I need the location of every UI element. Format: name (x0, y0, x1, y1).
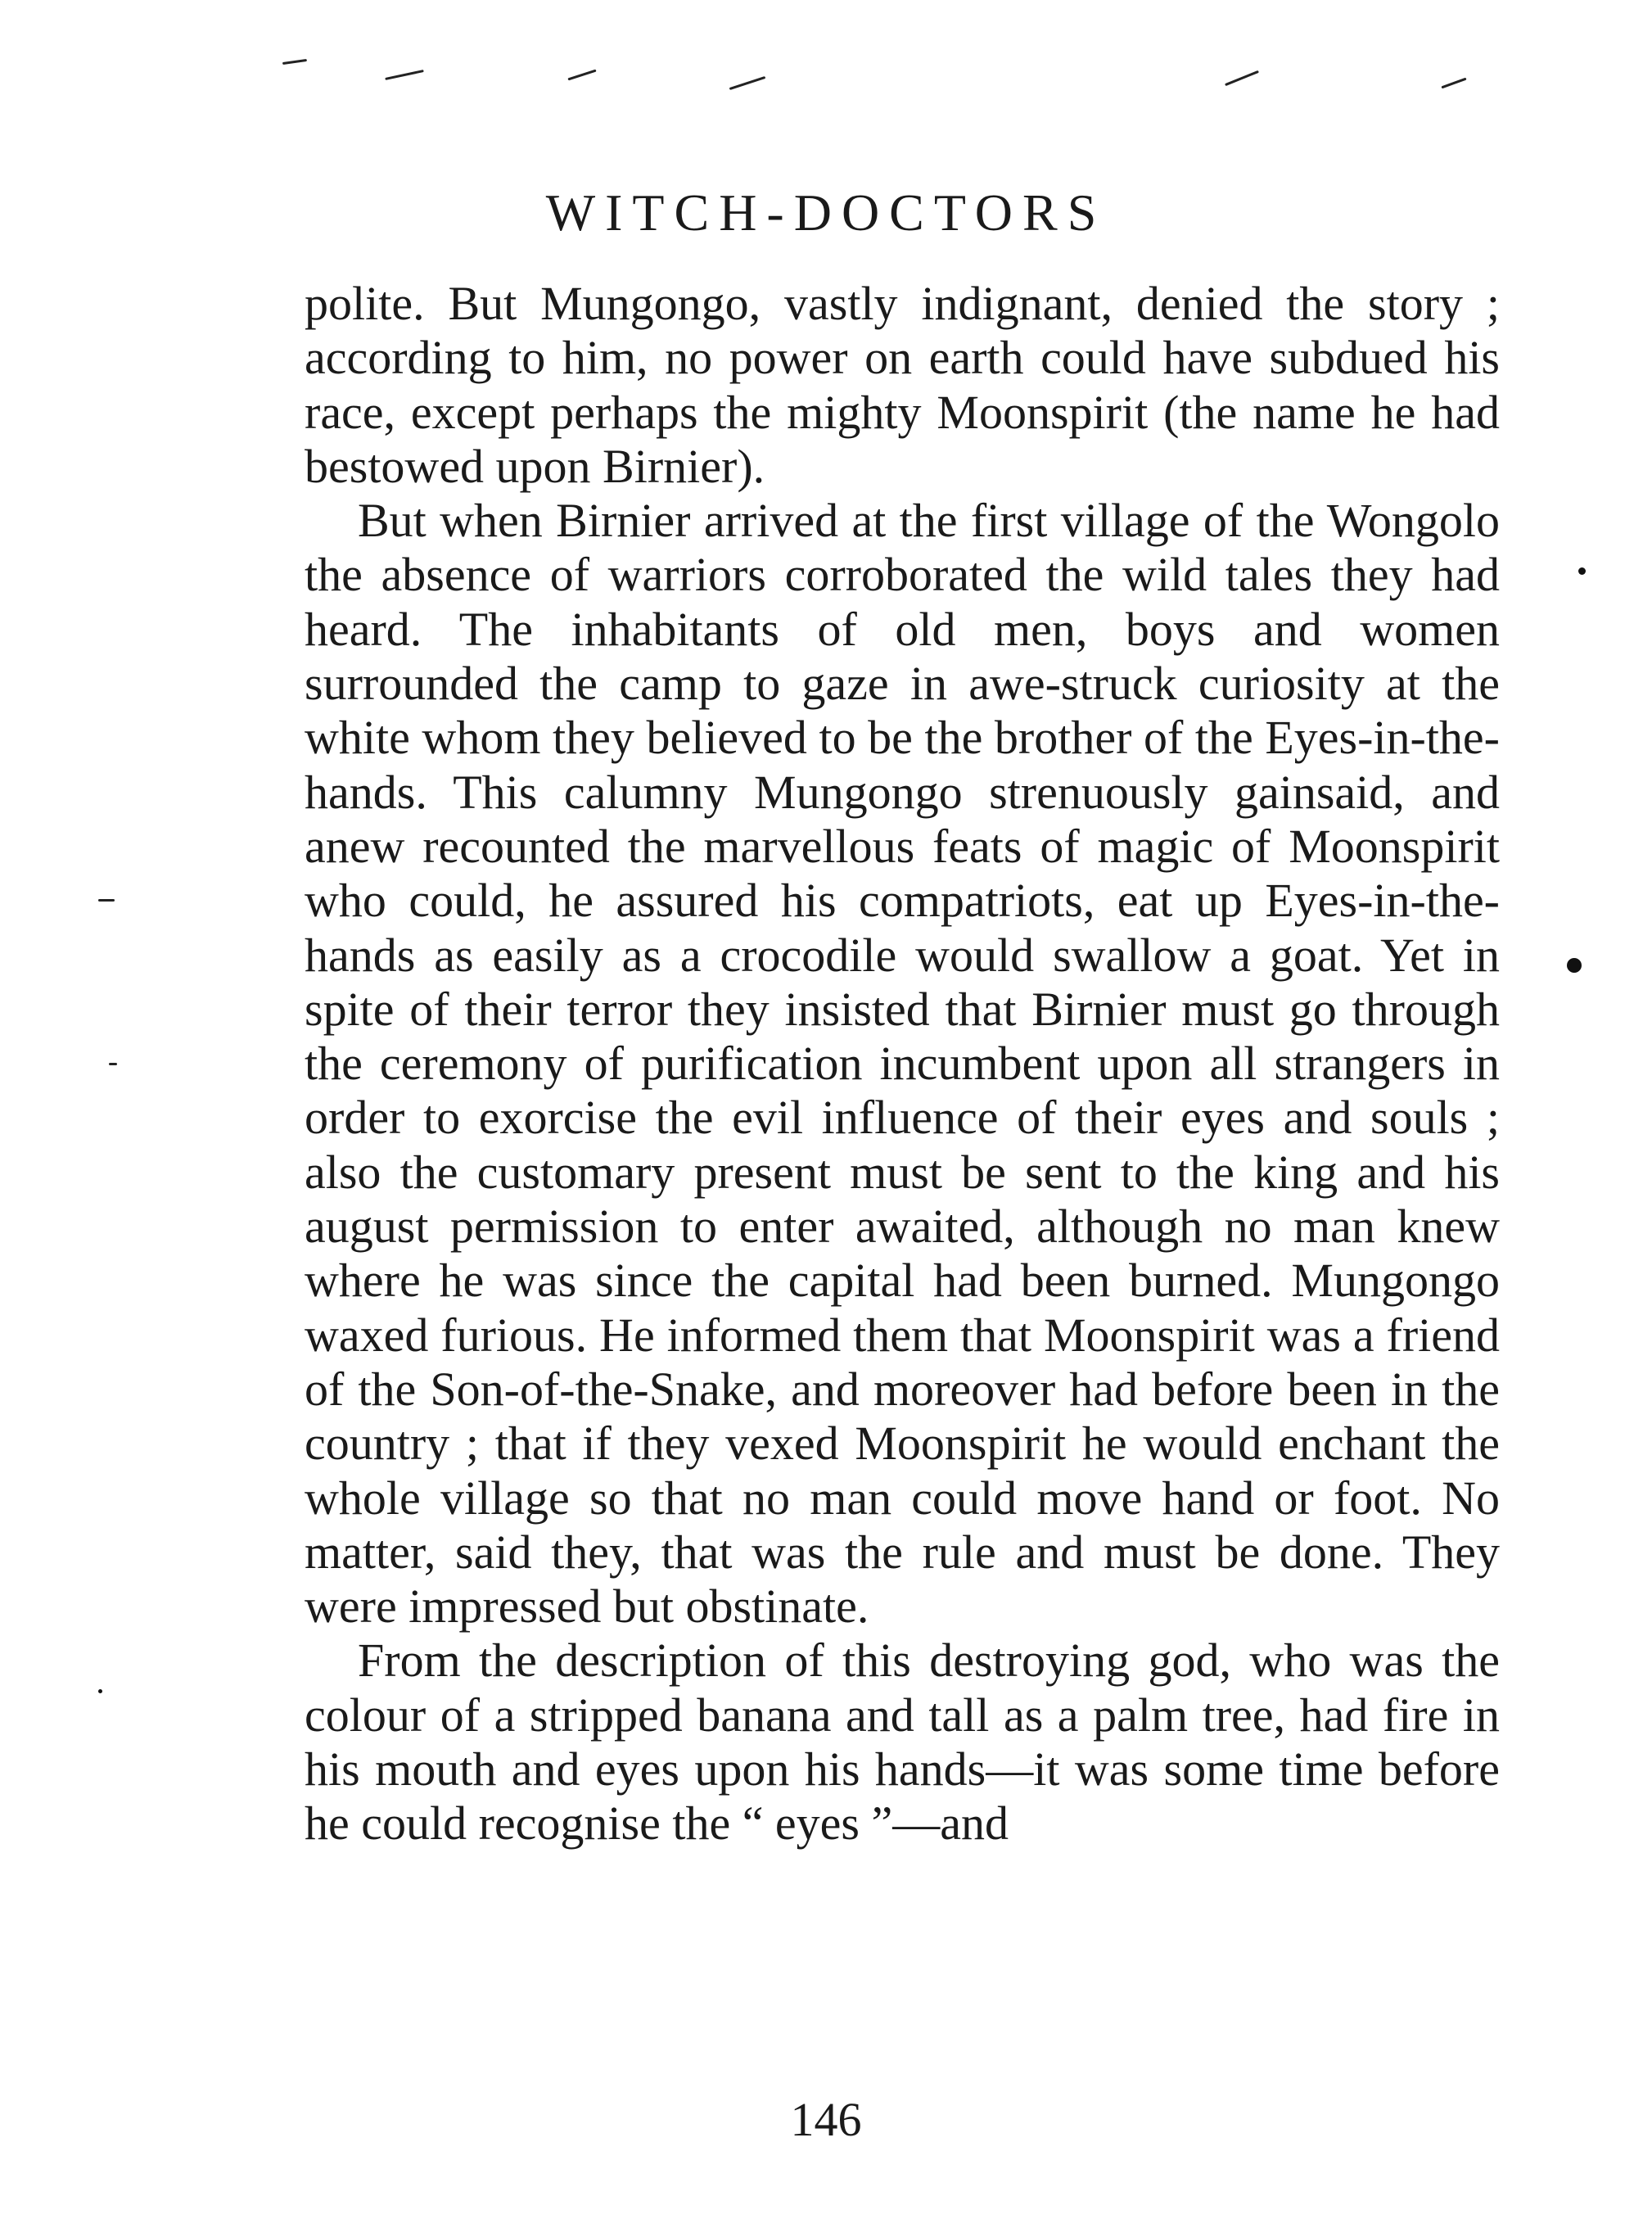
margin-speck (109, 1063, 117, 1065)
scan-mark (729, 76, 766, 90)
margin-speck (1578, 567, 1586, 575)
paragraph: polite. But Mungongo, vastly indignant, denied the story ; according to him, no power on earth could have subdued his race, except perhaps the mighty Moonspirit (the name he had bestowed upon Birnier). (305, 277, 1500, 493)
margin-speck (98, 1689, 102, 1693)
margin-speck (98, 899, 115, 902)
scan-mark (1225, 70, 1259, 86)
paragraph: But when Birnier arrived at the first village of the Wongolo the absence of warriors corroborated the wild tales they had heard. The inhabitants of old men, boys and women surrounded the camp to gaze in awe-struck curiosity at the white whom they believed to be the brother of the Eyes-in-the-hands. This calumny Mungongo strenuously gainsaid, and anew recounted the marvellous feats of magic of Moonspirit who could, he assured his compatriots, eat up Eyes-in-the-hands as easily as a crocodile would swallow a goat. Yet in spite of their terror they insisted that Birnier must go through the ceremony of purification incumbent upon all strangers in order to exorcise the evil influence of their eyes and souls ; also the customary present must be sent to the king and his august permission to enter awaited, although no man knew where he was since the capital had been burned. Mungongo waxed furious. He informed them that Moonspirit was a friend of the Son-of-the-Snake, and moreover had before been in the country ; that if they vexed Moonspirit he would enchant the whole village so that no man could move hand or foot. No matter, said they, that was the rule and must be done. They were impressed but obstinate. (305, 494, 1500, 1634)
page-number: 146 (790, 2093, 862, 2146)
paragraph: From the description of this destroying god, who was the colour of a stripped banana and tall as a palm tree, had fire in his mouth and eyes upon his hands—it was some time before he could recognise the “ eyes ”—and (305, 1634, 1500, 1851)
body-text (305, 277, 1500, 1851)
scan-mark (385, 70, 424, 80)
margin-speck (1567, 958, 1582, 973)
scan-mark (567, 70, 596, 81)
running-header: WITCH-DOCTORS (545, 183, 1107, 242)
scan-mark (282, 59, 307, 65)
scan-mark (1441, 78, 1466, 89)
